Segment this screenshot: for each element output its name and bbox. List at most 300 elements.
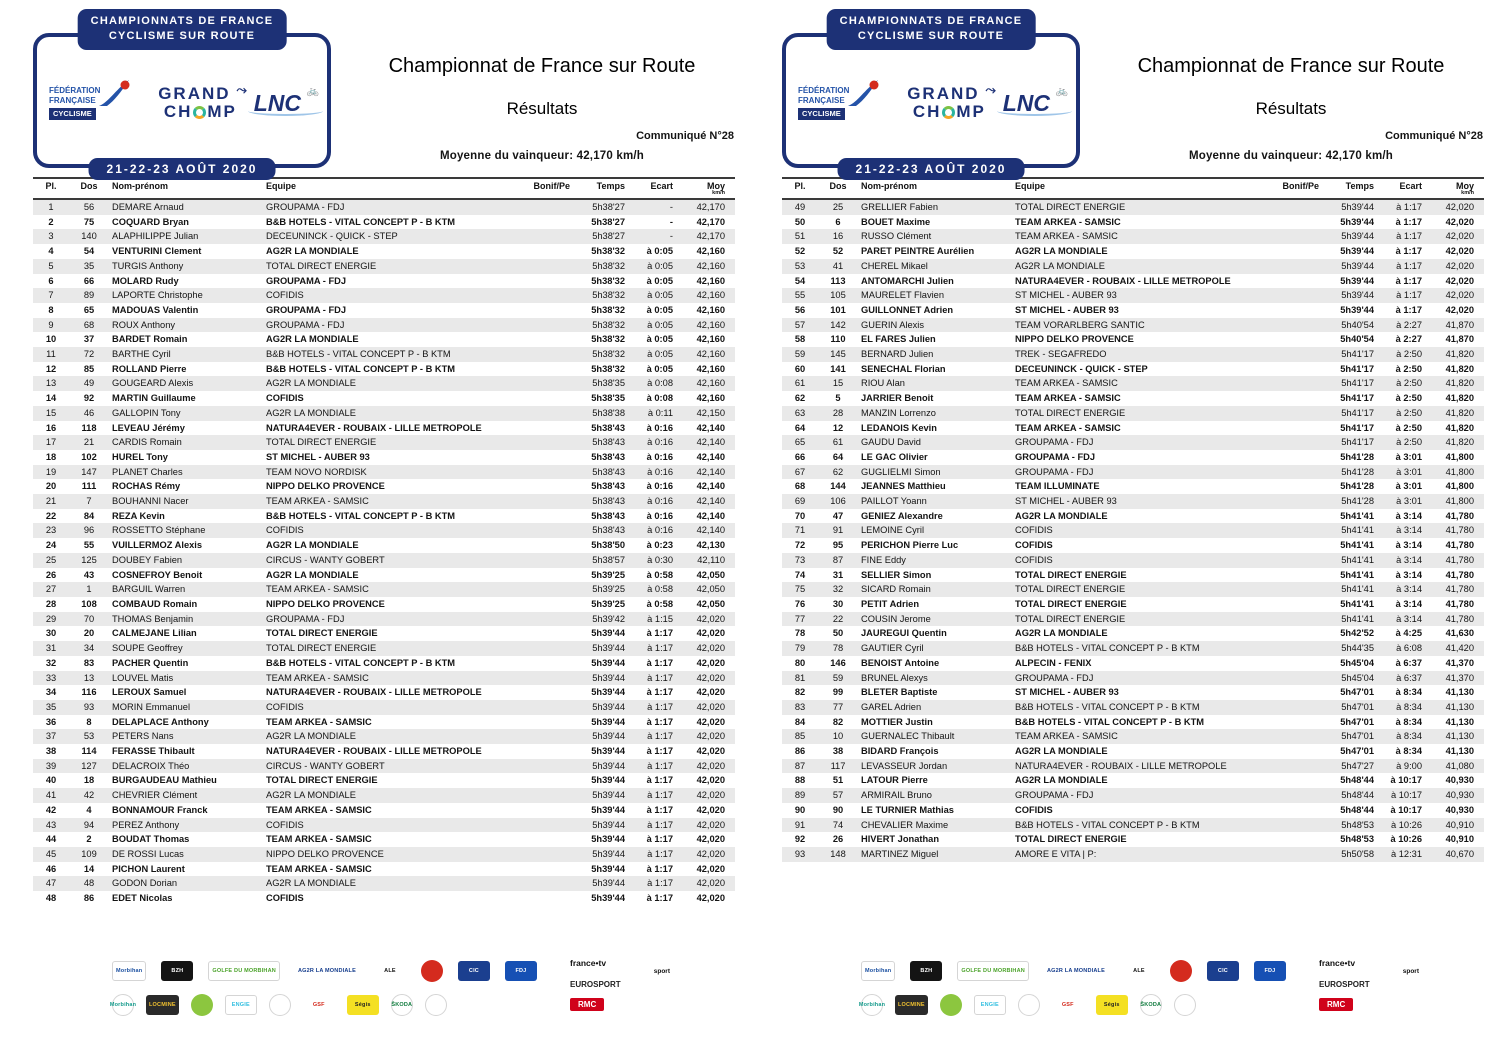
cell-pl: 25 — [45, 554, 57, 565]
cell-bonif — [515, 332, 573, 347]
cell-team: AG2R LA MONDIALE — [1015, 775, 1108, 786]
table-row — [33, 685, 735, 700]
red-round-sponsor-logo — [1170, 960, 1192, 982]
cell-team: COFIDIS — [1015, 540, 1053, 551]
cell-team: DECEUNINCK - QUICK - STEP — [1015, 363, 1148, 374]
table-row — [33, 244, 735, 259]
cell-temps: 5h39'44 — [591, 628, 625, 639]
cell-temps: 5h41'17 — [1340, 363, 1374, 374]
cell-name: GODON Dorian — [112, 878, 178, 889]
banner-title-line2: CYCLISME SUR ROUTE — [108, 30, 256, 43]
cell-pl: 4 — [48, 246, 54, 257]
cell-name: GUILLONNET Adrien — [861, 304, 954, 315]
cell-name: COSNEFROY Benoit — [112, 569, 203, 580]
cell-pl: 73 — [794, 554, 806, 565]
cell-name: DEMARE Arnaud — [112, 202, 184, 212]
cell-moy: 42,020 — [696, 687, 725, 698]
cell-pl: 81 — [794, 672, 806, 683]
table-row — [782, 450, 1484, 465]
media-logos — [570, 958, 670, 1016]
cell-name: CHEVRIER Clément — [112, 790, 198, 801]
cell-name: MANZIN Lorrenzo — [861, 407, 936, 418]
cell-dos: 86 — [83, 893, 95, 904]
table-row — [33, 582, 735, 597]
table-row — [33, 435, 735, 450]
locmine-logo: LOCMINE — [146, 995, 179, 1015]
table-row — [782, 700, 1484, 715]
cell-temps: 5h44'35 — [1341, 643, 1374, 654]
cell-moy: 42,050 — [696, 598, 725, 609]
table-row — [782, 553, 1484, 568]
cell-ecart: à 8:34 — [1395, 716, 1422, 727]
cell-team: GROUPAMA - FDJ — [1015, 437, 1094, 448]
cell-ecart: à 8:34 — [1396, 701, 1422, 712]
cell-name: MOLARD Rudy — [112, 275, 179, 286]
cell-dos: 56 — [83, 202, 95, 212]
cell-temps: 5h38'32 — [591, 246, 625, 257]
cell-moy: 42,020 — [696, 863, 725, 874]
cell-temps: 5h41'41 — [1340, 540, 1374, 551]
cell-ecart: à 1:17 — [646, 775, 673, 786]
col-moy — [1430, 178, 1484, 199]
cell-temps: 5h41'41 — [1340, 510, 1374, 521]
cell-dos: 12 — [832, 422, 844, 433]
cell-moy: 42,020 — [1445, 275, 1474, 286]
cell-team: NATURA4EVER - ROUBAIX - LILLE METROPOLE — [266, 746, 482, 757]
cell-team: ST MICHEL - AUBER 93 — [1015, 496, 1117, 507]
cell-ecart: à 6:37 — [1395, 657, 1422, 668]
table-row — [33, 553, 735, 568]
cell-dos: 85 — [83, 363, 95, 374]
cell-name: COQUARD Bryan — [112, 216, 189, 227]
cell-temps: 5h47'01 — [1340, 746, 1374, 757]
cell-team: ST MICHEL - AUBER 93 — [266, 451, 370, 462]
cell-pl: 29 — [45, 613, 57, 624]
col-name: Nom-prénom — [109, 178, 263, 199]
cell-team: TOTAL DIRECT ENERGIE — [266, 437, 377, 448]
cell-ecart: à 2:50 — [1395, 363, 1422, 374]
cell-temps: 5h38'32 — [592, 319, 625, 330]
cell-dos: 7 — [86, 496, 92, 507]
col-team: Equipe — [263, 178, 515, 199]
cell-pl: 66 — [794, 451, 806, 462]
banner-border — [33, 33, 331, 168]
cell-ecart: à 1:17 — [646, 687, 673, 698]
table-row — [782, 303, 1484, 318]
cell-name: CHEREL Mikael — [861, 260, 928, 271]
cell-temps: 5h39'44 — [592, 701, 625, 712]
cell-moy: 42,140 — [696, 525, 725, 536]
cell-dos: 66 — [83, 275, 95, 286]
cell-team: B&B HOTELS - VITAL CONCEPT P - B KTM — [266, 216, 456, 227]
cell-temps: 5h39'44 — [591, 657, 625, 668]
cell-dos: 117 — [830, 760, 846, 771]
col-moy-unit: km/h — [712, 190, 725, 196]
cell-pl: 44 — [45, 834, 57, 845]
cell-ecart: à 0:58 — [647, 584, 673, 595]
cell-pl: 93 — [794, 848, 806, 859]
cell-moy: 41,130 — [1445, 701, 1474, 712]
cell-pl: 28 — [45, 598, 57, 609]
cell-bonif — [515, 685, 573, 700]
table-row — [782, 215, 1484, 230]
cell-temps: 5h50'58 — [1341, 848, 1374, 859]
table-row — [33, 568, 735, 583]
cell-dos: 34 — [83, 643, 95, 654]
cell-name: SENECHAL Florian — [861, 363, 946, 374]
cell-bonif — [1264, 288, 1322, 303]
cell-ecart: à 4:25 — [1395, 628, 1422, 639]
cell-bonif — [1264, 700, 1322, 715]
cell-ecart: à 0:16 — [646, 422, 673, 433]
table-row — [782, 509, 1484, 524]
cell-name: DELAPLACE Anthony — [112, 716, 209, 727]
title-block — [1097, 55, 1485, 162]
grand-champ-logo — [901, 82, 998, 121]
cell-team: TREK - SEGAFREDO — [1015, 349, 1107, 360]
cell-temps: 5h39'44 — [591, 863, 625, 874]
ag2r-la-mondiale-logo: AG2R LA MONDIALE — [1044, 961, 1108, 981]
cell-pl: 70 — [794, 510, 806, 521]
cell-ecart: à 0:08 — [647, 378, 673, 389]
cell-dos: 53 — [83, 731, 95, 742]
cell-moy: 41,080 — [1445, 760, 1474, 771]
cell-moy: 42,050 — [696, 569, 725, 580]
cell-moy: 41,420 — [1445, 643, 1474, 654]
cell-moy: 42,020 — [1445, 231, 1474, 242]
cell-ecart: à 0:16 — [646, 510, 673, 521]
bretagne-logo: BZH — [910, 961, 942, 981]
cell-temps: 5h39'44 — [592, 819, 625, 830]
cell-bonif — [1264, 244, 1322, 259]
cell-temps: 5h41'17 — [1341, 407, 1374, 418]
table-row — [33, 450, 735, 465]
skoda-logo: ŠKODA — [391, 994, 413, 1016]
cell-ecart: à 1:17 — [646, 893, 673, 904]
segis-logo: Ségis — [347, 995, 379, 1015]
cell-name: BOUDAT Thomas — [112, 834, 190, 845]
cell-team: COFIDIS — [1015, 525, 1053, 536]
cell-bonif — [515, 818, 573, 833]
cell-name: TURGIS Anthony — [112, 260, 184, 271]
results-table — [782, 177, 1484, 862]
cell-bonif — [1264, 568, 1322, 583]
cell-moy: 42,140 — [696, 510, 725, 521]
cell-moy: 42,140 — [696, 437, 725, 448]
cell-name: BENOIST Antoine — [861, 657, 940, 668]
table-row — [33, 803, 735, 818]
cell-dos: 90 — [832, 804, 844, 815]
ale-logo: ALE — [1123, 961, 1155, 981]
cell-pl: 80 — [794, 657, 806, 668]
cell-ecart: à 1:17 — [647, 731, 673, 742]
cell-moy: 40,930 — [1445, 790, 1474, 801]
cell-bonif — [1264, 538, 1322, 553]
cell-pl: 63 — [794, 407, 806, 418]
cell-bonif — [515, 729, 573, 744]
cell-moy: 42,160 — [696, 275, 725, 286]
cell-team: NATURA4EVER - ROUBAIX - LILLE METROPOLE — [1015, 275, 1231, 286]
cell-moy: 42,020 — [696, 716, 725, 727]
champ-ring-icon — [942, 106, 955, 119]
cyclist-icon: 🚲 — [306, 85, 319, 97]
cell-moy: 42,160 — [696, 363, 725, 374]
cell-team: DECEUNINCK - QUICK - STEP — [266, 231, 398, 242]
cell-ecart: à 10:17 — [1390, 804, 1422, 815]
champ-right-text: MP — [956, 102, 986, 121]
cell-dos: 113 — [830, 275, 846, 286]
cell-team: COFIDIS — [266, 525, 304, 536]
grand-text: GRAND — [907, 84, 980, 104]
grand-champ-swoosh-icon: ⤳ — [236, 82, 249, 98]
cell-temps: 5h47'01 — [1341, 701, 1374, 712]
cell-ecart: à 0:16 — [647, 496, 673, 507]
cell-team: TEAM ARKEA - SAMSIC — [1015, 378, 1118, 389]
cell-pl: 8 — [48, 304, 54, 315]
lnc-logo — [1002, 85, 1068, 117]
table-row — [782, 597, 1484, 612]
table-row — [33, 215, 735, 230]
table-row — [782, 362, 1484, 377]
cell-name: PARET PEINTRE Aurélien — [861, 246, 975, 257]
cell-dos: 51 — [832, 775, 844, 786]
cell-bonif — [1264, 494, 1322, 509]
cell-bonif — [515, 597, 573, 612]
cell-temps: 5h38'32 — [591, 275, 625, 286]
cell-ecart: à 0:58 — [646, 598, 673, 609]
cell-bonif — [1264, 803, 1322, 818]
cell-ecart: à 2:50 — [1396, 349, 1422, 360]
cell-moy: 41,800 — [1445, 466, 1474, 477]
cell-temps: 5h41'17 — [1341, 437, 1374, 448]
results-body — [782, 199, 1484, 862]
cell-name: PETIT Adrien — [861, 598, 920, 609]
cell-dos: 5 — [835, 393, 841, 404]
cell-ecart: à 2:27 — [1396, 319, 1422, 330]
cell-temps: 5h39'44 — [592, 643, 625, 654]
cell-name: ANTOMARCHI Julien — [861, 275, 954, 286]
cell-dos: 46 — [83, 407, 95, 418]
cell-moy: 42,020 — [696, 804, 725, 815]
champ-left-text: CH — [163, 102, 193, 121]
winner-average: Moyenne du vainqueur: 42,170 km/h — [1188, 150, 1394, 162]
cell-dos: 20 — [83, 628, 95, 639]
cell-temps: 5h39'44 — [1341, 290, 1374, 301]
cell-moy: 40,930 — [1445, 775, 1474, 786]
cell-dos: 95 — [832, 540, 844, 551]
morbihan-dept-logo: Morbihan — [112, 961, 146, 981]
cell-name: LEMOINE Cyril — [861, 525, 925, 536]
cell-bonif — [1264, 818, 1322, 833]
cell-bonif — [515, 435, 573, 450]
cell-name: BLETER Baptiste — [861, 687, 938, 698]
cell-dos: 127 — [81, 760, 97, 771]
cell-pl: 16 — [45, 422, 57, 433]
ffc-bird-icon — [844, 76, 884, 110]
cell-bonif — [515, 229, 573, 244]
cell-name: DE ROSSI Lucas — [112, 848, 184, 859]
cell-ecart: à 10:26 — [1390, 819, 1422, 830]
cell-name: MAURELET Flavien — [861, 290, 945, 301]
cell-team: AG2R LA MONDIALE — [1015, 746, 1108, 757]
cell-bonif — [1264, 450, 1322, 465]
cell-dos: 4 — [86, 804, 92, 815]
cell-ecart: à 0:05 — [646, 275, 673, 286]
col-temps: Temps — [1322, 178, 1380, 199]
cell-ecart: à 1:17 — [1395, 246, 1422, 257]
cell-dos: 109 — [81, 848, 97, 859]
credit-morbihan-logo: Morbihan — [112, 994, 134, 1016]
table-row — [33, 656, 735, 671]
cell-moy: 42,020 — [1445, 290, 1474, 301]
cell-moy: 41,780 — [1445, 569, 1474, 580]
cell-team: TEAM ARKEA - SAMSIC — [266, 863, 372, 874]
cell-dos: 21 — [83, 437, 95, 448]
cell-bonif — [1264, 421, 1322, 436]
cell-team: CIRCUS - WANTY GOBERT — [266, 760, 385, 771]
cell-name: BOUET Maxime — [861, 216, 931, 227]
cell-pl: 79 — [794, 643, 806, 654]
cell-bonif — [1264, 847, 1322, 862]
cell-moy: 42,020 — [1445, 260, 1474, 271]
cell-pl: 5 — [48, 260, 54, 271]
cell-team: AG2R LA MONDIALE — [266, 378, 356, 389]
table-row — [782, 229, 1484, 244]
cell-team: TOTAL DIRECT ENERGIE — [266, 628, 378, 639]
cell-name: GUERNALEC Thibault — [861, 731, 955, 742]
table-row — [782, 259, 1484, 274]
banner-title — [827, 9, 1036, 50]
engie-solutions-logo: ENGIE — [974, 995, 1006, 1015]
cell-dos: 54 — [83, 246, 95, 257]
cell-temps: 5h39'44 — [1341, 260, 1374, 271]
cell-temps: 5h39'44 — [591, 804, 625, 815]
cell-pl: 51 — [794, 231, 806, 242]
table-row — [33, 876, 735, 891]
cell-dos: 13 — [83, 672, 95, 683]
cell-ecart: à 3:14 — [1396, 525, 1422, 536]
cell-ecart: à 3:01 — [1396, 466, 1422, 477]
cell-moy: 42,020 — [696, 775, 725, 786]
cell-pl: 42 — [45, 804, 57, 815]
table-row — [782, 274, 1484, 289]
cell-dos: 64 — [832, 451, 844, 462]
cell-pl: 38 — [45, 746, 57, 757]
table-row — [782, 685, 1484, 700]
cell-bonif — [515, 876, 573, 891]
table-row — [33, 229, 735, 244]
cell-temps: 5h41'41 — [1341, 584, 1374, 595]
cell-moy: 41,130 — [1445, 731, 1474, 742]
morbihan-dept-logo: Morbihan — [861, 961, 895, 981]
francetv-sport-logo: france•tv sport — [1319, 958, 1419, 975]
cell-temps: 5h47'01 — [1341, 731, 1374, 742]
cell-moy: 41,780 — [1445, 584, 1474, 595]
cell-pl: 50 — [794, 216, 806, 227]
cell-team: CIRCUS - WANTY GOBERT — [266, 554, 385, 565]
cell-dos: 74 — [832, 819, 844, 830]
cell-pl: 84 — [794, 716, 806, 727]
cell-name: GRELLIER Fabien — [861, 202, 938, 212]
cell-pl: 10 — [45, 334, 57, 345]
cell-bonif — [1264, 303, 1322, 318]
cell-ecart: à 3:14 — [1395, 569, 1422, 580]
cell-moy: 42,020 — [696, 834, 725, 845]
cell-team: GROUPAMA - FDJ — [1015, 672, 1094, 683]
cell-temps: 5h38'32 — [592, 290, 625, 301]
segis-logo: Ségis — [1096, 995, 1128, 1015]
cell-dos: 43 — [83, 569, 95, 580]
cell-moy: 42,020 — [1445, 304, 1474, 315]
cell-name: BIDARD François — [861, 746, 939, 757]
cell-dos: 141 — [830, 363, 846, 374]
cell-ecart: à 8:34 — [1395, 687, 1422, 698]
cell-team: B&B HOTELS - VITAL CONCEPT P - B KTM — [1015, 701, 1200, 712]
cell-pl: 6 — [48, 275, 54, 286]
cell-dos: 147 — [81, 466, 97, 477]
cell-dos: 55 — [83, 540, 95, 551]
cell-pl: 24 — [45, 540, 57, 551]
cell-team: COFIDIS — [1015, 804, 1053, 815]
cell-ecart: à 0:16 — [647, 437, 673, 448]
cell-ecart: à 2:50 — [1396, 407, 1422, 418]
lnc-text: LNC — [253, 89, 301, 116]
engie-solutions-logo: ENGIE — [225, 995, 257, 1015]
cell-temps: 5h39'42 — [592, 613, 625, 624]
cell-dos: 96 — [83, 525, 95, 536]
table-row — [33, 523, 735, 538]
cell-pl: 68 — [794, 481, 806, 492]
table-row — [782, 465, 1484, 480]
cell-dos: 146 — [830, 657, 846, 668]
cell-team: TOTAL DIRECT ENERGIE — [1015, 202, 1126, 212]
cell-temps: 5h39'44 — [592, 760, 625, 771]
table-row — [33, 715, 735, 730]
cell-bonif — [1264, 612, 1322, 627]
cell-ecart: à 3:14 — [1396, 613, 1422, 624]
cell-team: COFIDIS — [266, 701, 304, 712]
table-row — [782, 376, 1484, 391]
cell-pl: 72 — [794, 540, 806, 551]
results-page — [749, 0, 1497, 1058]
cell-temps: 5h48'53 — [1340, 834, 1374, 845]
cell-bonif — [515, 391, 573, 406]
cell-moy: 42,160 — [696, 290, 725, 301]
cell-name: RIOU Alan — [861, 378, 905, 389]
cell-temps: 5h39'44 — [1340, 304, 1374, 315]
cell-moy: 41,800 — [1445, 481, 1474, 492]
cell-moy: 41,820 — [1445, 349, 1474, 360]
cell-pl: 37 — [45, 731, 57, 742]
cell-team: TEAM ARKEA - SAMSIC — [266, 584, 369, 595]
cell-pl: 65 — [794, 437, 806, 448]
cell-bonif — [1264, 229, 1322, 244]
table-row — [33, 612, 735, 627]
col-pl: Pl. — [782, 178, 818, 199]
cell-bonif — [1264, 435, 1322, 450]
cell-dos: 8 — [86, 716, 92, 727]
cell-team: TOTAL DIRECT ENERGIE — [1015, 613, 1126, 624]
table-row — [33, 818, 735, 833]
cell-name: EL FARES Julien — [861, 334, 936, 345]
cell-bonif — [515, 715, 573, 730]
cell-team: ST MICHEL - AUBER 93 — [1015, 304, 1119, 315]
table-row — [33, 318, 735, 333]
cell-ecart: à 3:14 — [1396, 584, 1422, 595]
cell-dos: 102 — [81, 451, 97, 462]
cell-dos: 101 — [830, 304, 846, 315]
table-row — [782, 729, 1484, 744]
